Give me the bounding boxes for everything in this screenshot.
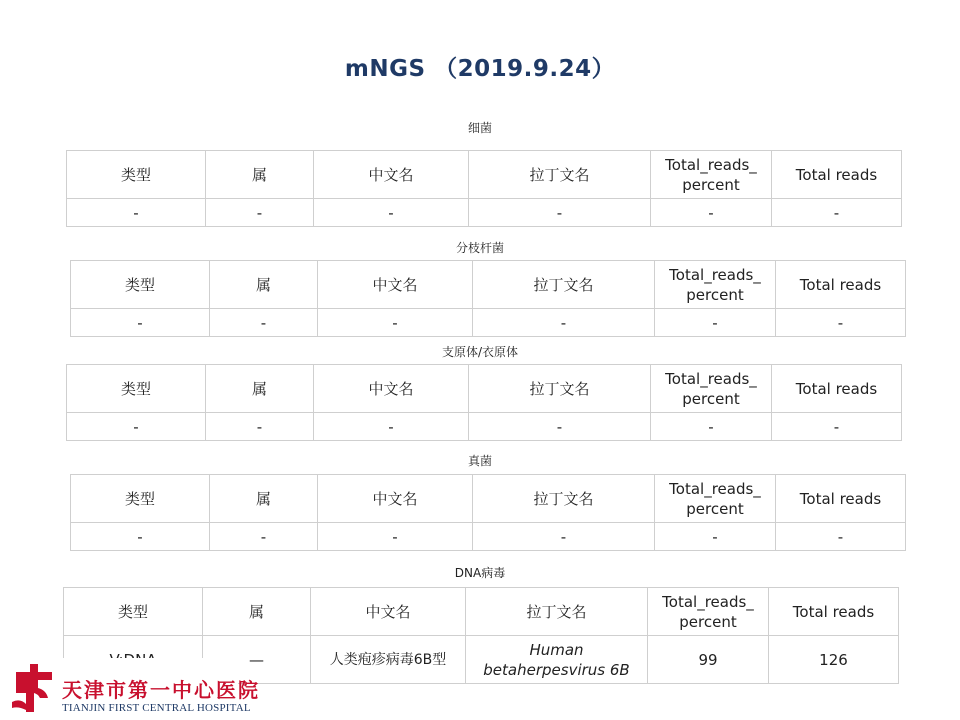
col-header-chinese-name: 中文名 xyxy=(318,475,473,523)
cell-reads-percent: - xyxy=(651,199,772,227)
section-label-bacteria: 细菌 xyxy=(467,121,492,135)
table-row xyxy=(71,309,906,337)
cell-total-reads: - xyxy=(772,413,902,441)
cell-type: - xyxy=(67,199,206,227)
cell-latin-name: - xyxy=(473,523,655,551)
col-header-total-reads: Total reads xyxy=(772,365,902,413)
section-label-fungi: 真菌 xyxy=(467,454,492,468)
table-bacteria xyxy=(66,150,902,227)
table-row xyxy=(71,523,906,551)
cell-reads-percent: - xyxy=(655,309,776,337)
col-header-reads-percent: Total_reads_ percent xyxy=(651,151,772,199)
col-header-type: 类型 xyxy=(64,588,203,636)
hospital-name-en: TIANJIN FIRST CENTRAL HOSPITAL xyxy=(62,702,251,714)
cell-genus: - xyxy=(210,523,318,551)
cell-latin-name: - xyxy=(469,413,651,441)
col-header-total-reads: Total reads xyxy=(776,261,906,309)
col-header-total-reads: Total reads xyxy=(772,151,902,199)
title-date: （2019.9.24） xyxy=(434,56,616,82)
col-header-chinese-name: 中文名 xyxy=(314,151,469,199)
col-header-genus: 属 xyxy=(203,588,311,636)
hospital-emblem-icon xyxy=(8,662,58,714)
cell-total-reads: - xyxy=(776,523,906,551)
cell-total-reads: - xyxy=(772,199,902,227)
cell-chinese-name: - xyxy=(314,199,469,227)
col-header-reads-percent: Total_reads_ percent xyxy=(655,261,776,309)
col-header-genus: 属 xyxy=(206,151,314,199)
cell-genus: - xyxy=(206,413,314,441)
col-header-reads-percent: Total_reads_ percent xyxy=(655,475,776,523)
col-header-genus: 属 xyxy=(206,365,314,413)
cell-chinese-name: - xyxy=(314,413,469,441)
cell-genus: - xyxy=(210,309,318,337)
page-title xyxy=(0,50,960,83)
cell-chinese-name: 人类疱疹病毒6B型 xyxy=(311,636,466,684)
col-header-genus: 属 xyxy=(210,475,318,523)
cell-total-reads: - xyxy=(776,309,906,337)
cell-type: - xyxy=(71,309,210,337)
table-header-row xyxy=(67,365,902,413)
table-header-row xyxy=(64,588,899,636)
col-header-total-reads: Total reads xyxy=(769,588,899,636)
col-header-latin-name: 拉丁文名 xyxy=(469,365,651,413)
col-header-genus: 属 xyxy=(210,261,318,309)
col-header-chinese-name: 中文名 xyxy=(314,365,469,413)
col-header-latin-name: 拉丁文名 xyxy=(466,588,648,636)
cell-type: - xyxy=(67,413,206,441)
col-header-latin-name: 拉丁文名 xyxy=(473,261,655,309)
cell-chinese-name: - xyxy=(318,523,473,551)
cell-reads-percent: 99 xyxy=(648,636,769,684)
col-header-chinese-name: 中文名 xyxy=(318,261,473,309)
cell-genus: — xyxy=(203,636,311,684)
cell-total-reads: 126 xyxy=(769,636,899,684)
col-header-type: 类型 xyxy=(71,475,210,523)
col-header-chinese-name: 中文名 xyxy=(311,588,466,636)
cell-reads-percent: - xyxy=(655,523,776,551)
table-mycoplasma-chlamydia xyxy=(66,364,902,441)
table-row xyxy=(67,413,902,441)
table-row xyxy=(67,199,902,227)
cell-latin-name: - xyxy=(473,309,655,337)
col-header-latin-name: 拉丁文名 xyxy=(473,475,655,523)
cell-genus: - xyxy=(206,199,314,227)
cell-chinese-name: - xyxy=(318,309,473,337)
table-header-row xyxy=(71,475,906,523)
hospital-logo xyxy=(0,658,260,720)
col-header-type: 类型 xyxy=(71,261,210,309)
section-label-mycobacteria: 分枝杆菌 xyxy=(455,241,504,255)
cell-type: - xyxy=(71,523,210,551)
hospital-name-cn: 天津市第一中心医院 xyxy=(62,678,260,702)
col-header-reads-percent: Total_reads_ percent xyxy=(648,588,769,636)
col-header-latin-name: 拉丁文名 xyxy=(469,151,651,199)
col-header-type: 类型 xyxy=(67,365,206,413)
table-header-row xyxy=(67,151,902,199)
table-mycobacteria xyxy=(70,260,906,337)
title-text: mNGS xyxy=(344,56,426,82)
col-header-type: 类型 xyxy=(67,151,206,199)
cell-reads-percent: - xyxy=(651,413,772,441)
section-label-mycoplasma-chlamydia: 支原体/衣原体 xyxy=(441,345,519,359)
col-header-reads-percent: Total_reads_ percent xyxy=(651,365,772,413)
table-header-row xyxy=(71,261,906,309)
cell-latin-name: - xyxy=(469,199,651,227)
table-fungi xyxy=(70,474,906,551)
section-label-dna-virus: DNA病毒 xyxy=(454,566,506,580)
col-header-total-reads: Total reads xyxy=(776,475,906,523)
cell-latin-name: Human betaherpesvirus 6B xyxy=(466,636,648,684)
